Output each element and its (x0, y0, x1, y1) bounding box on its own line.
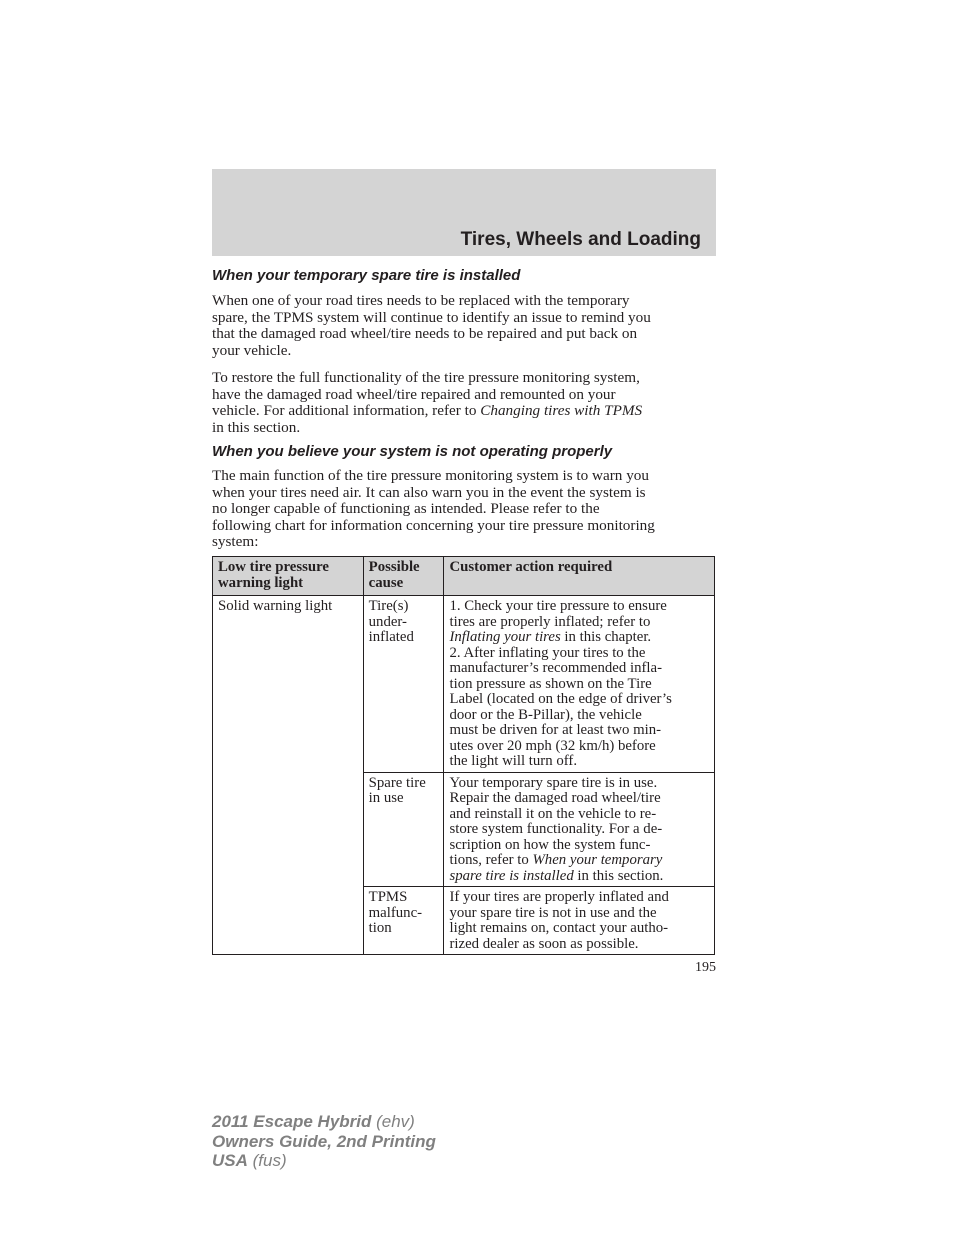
cell-text: If your tires are properly inflated and (449, 889, 669, 905)
cell-text: store system functionality. For a de- (449, 821, 663, 837)
text-line (212, 403, 712, 420)
cell-text: Spare tire (368, 774, 426, 791)
cell-text: inflated (368, 629, 414, 645)
text-line: no longer capable of functioning as intended. Please refer to the (212, 500, 600, 518)
text-line: To restore the full functionality of the tire pressure monitoring system, (212, 369, 640, 386)
cell-text: utes over 20 mph (32 km/h) before (449, 737, 656, 754)
cell-text (449, 869, 710, 885)
section-heading-not-operating: When you believe your system is not operating properly (212, 443, 613, 460)
text-line: When one of your road tires needs to be replaced with the temporary (212, 292, 630, 309)
chapter-title: Tires, Wheels and Loading (460, 229, 701, 250)
header-text: Possible (368, 559, 420, 575)
cell-text (449, 853, 710, 869)
cell-text: tires are properly inflated; refer to (449, 613, 651, 630)
cell-text: malfunc- (368, 904, 423, 921)
spare-tire-paragraph-1 (212, 293, 712, 359)
spare-tire-paragraph-2 (212, 370, 712, 436)
table-header-row (213, 557, 715, 596)
text-line: The main function of the tire pressure monitoring system is to warn you (212, 467, 649, 484)
cell-text: must be driven for at least two min- (449, 722, 662, 738)
footer-model: 2011 Escape Hybrid (212, 1112, 372, 1131)
cell-text: Tire(s) (368, 598, 409, 614)
cell-text (449, 630, 710, 646)
text-line: system: (212, 533, 259, 551)
section-heading-spare-tire: When your temporary spare tire is installed (212, 267, 521, 284)
header-text: warning light (218, 574, 304, 591)
cell-text: 2. After inflating your tires to the (449, 644, 646, 661)
footer-code: (ehv) (371, 1112, 415, 1131)
cell-text: in use (368, 790, 404, 806)
cell-text: 1. Check your tire pressure to ensure (449, 598, 667, 614)
text-span: in this section. (573, 867, 664, 884)
cell-text: TPMS (368, 889, 408, 905)
header-text: cause (368, 574, 404, 591)
cell-text: light remains on, contact your autho- (449, 920, 669, 936)
header-possible-cause (363, 557, 444, 596)
cell-action (444, 772, 715, 887)
document-footer (212, 1112, 436, 1171)
cell-action (444, 596, 715, 773)
cell-text: the light will turn off. (449, 753, 578, 769)
cell-text: and reinstall it on the vehicle to re- (449, 805, 657, 822)
text-line: your vehicle. (212, 341, 292, 359)
cell-text: Your temporary spare tire is in use. (449, 774, 658, 791)
cell-text: manufacturer’s recommended infla- (449, 660, 663, 676)
cell-text: tion pressure as shown on the Tire (449, 675, 652, 692)
footer-line (212, 1151, 436, 1171)
cell-cause (363, 772, 444, 887)
text-line: when your tires need air. It can also warn you in the event the system is (212, 483, 646, 501)
page-number: 195 (695, 960, 716, 975)
cell-cause (363, 887, 444, 955)
text-line: following chart for information concerning your tire pressure monitoring (212, 516, 655, 534)
cell-text: your spare tire is not in use and the (449, 904, 657, 921)
tpms-chart-table (212, 556, 715, 955)
table-row (213, 596, 715, 773)
text-line: in this section. (212, 418, 301, 436)
cross-reference: spare tire is installed (449, 867, 574, 884)
cross-reference: Inflating your tires (449, 629, 561, 645)
header-band (212, 169, 716, 256)
header-text: Low tire pressure (218, 559, 329, 575)
cell-action (444, 887, 715, 955)
cross-reference: Changing tires with TPMS (480, 402, 643, 420)
cell-text: rized dealer as soon as possible. (449, 935, 639, 952)
footer-code: (fus) (247, 1151, 287, 1170)
header-warning-light (213, 557, 364, 596)
not-operating-paragraph (212, 468, 712, 551)
cell-text: under- (368, 613, 407, 630)
footer-region: USA (212, 1151, 248, 1170)
text-span: tions, refer to (449, 852, 533, 868)
header-text: Customer action required (449, 559, 613, 575)
cell-text: Repair the damaged road wheel/tire (449, 790, 661, 806)
cell-text: tion (368, 920, 392, 936)
cross-reference: When your temporary (532, 852, 663, 868)
cell-cause (363, 596, 444, 773)
text-span: in this chapter. (560, 629, 652, 645)
cell-text: Solid warning light (218, 598, 333, 614)
text-line: that the damaged road wheel/tire needs to be repaired and put back on (212, 325, 638, 343)
cell-text: door or the B-Pillar), the vehicle (449, 706, 642, 723)
footer-line (212, 1112, 436, 1132)
text-line: spare, the TPMS system will continue to identify an issue to remind you (212, 308, 651, 326)
footer-line: Owners Guide, 2nd Printing (212, 1131, 436, 1151)
text-span: vehicle. For additional information, refer to (212, 402, 481, 420)
text-line: have the damaged road wheel/tire repaired and remounted on your (212, 385, 616, 403)
cell-text: Label (located on the edge of driver’s (449, 691, 672, 707)
cell-text: scription on how the system func- (449, 836, 651, 853)
cell-warning-light (213, 596, 364, 955)
header-customer-action (444, 557, 715, 596)
